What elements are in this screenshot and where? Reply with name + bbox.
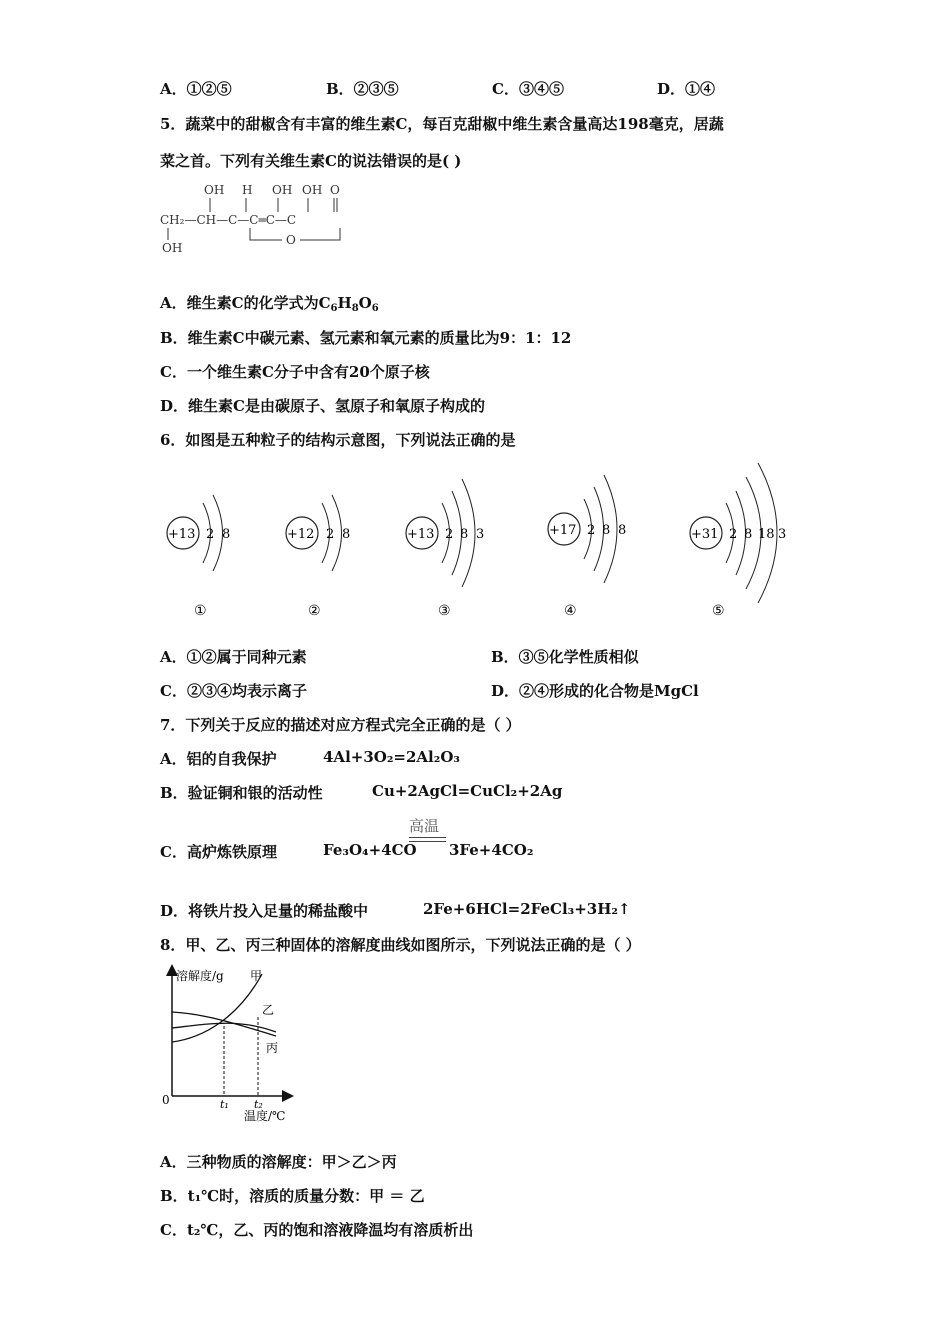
q4-option-b: B．②③⑤: [326, 80, 399, 98]
particle-1-shell-2: 8: [222, 527, 231, 542]
particle-4: [548, 475, 626, 619]
graph-origin: 0: [162, 1093, 170, 1107]
q7-a-equation: 4Al+3O₂=2Al₂O₃: [323, 748, 460, 766]
particle-4-shell-3: 8: [618, 523, 627, 538]
q4-option-c: C．③④⑤: [492, 80, 564, 98]
particle-2-nucleus: +12: [287, 527, 315, 542]
q7-d-label: D．将铁片投入足量的稀盐酸中: [160, 902, 369, 920]
q5-option-a-text: A．维生素C的化学式为C: [160, 294, 331, 312]
label-jia: 甲: [250, 969, 263, 983]
particle-1-nucleus: +13: [168, 527, 196, 542]
particle-5-shell-2: 8: [744, 527, 753, 542]
struct-chain: CH₂—CH—C—C═C—C: [160, 213, 297, 227]
q7-b-label: B．验证铜和银的活动性: [160, 784, 323, 802]
graph-ylabel: 溶解度/g: [176, 969, 224, 983]
struct-o: O: [330, 183, 340, 197]
particle-1-label: ①: [194, 603, 207, 619]
particle-5: [690, 463, 786, 619]
q7-c-right: 3Fe+4CO₂: [449, 841, 534, 859]
q6-option-c: C．②③④均表示离子: [160, 682, 307, 700]
q7-c-left: Fe₃O₄+4CO: [323, 841, 417, 859]
graph-t1: t₁: [220, 1098, 229, 1111]
q7-c-condition: 高温: [409, 817, 440, 835]
particle-3-shell-2: 8: [460, 527, 469, 542]
struct-ring-o: O: [286, 233, 296, 247]
q7-c-equal-top: [409, 837, 446, 838]
particle-3-nucleus: +13: [407, 527, 435, 542]
q5-sub-h: 8: [351, 303, 359, 314]
q7-c-equal-bottom: [409, 841, 446, 842]
struct-h: H: [242, 183, 253, 197]
q5-stem-line1: 5．蔬菜中的甜椒含有丰富的维生素C，每百克甜椒中维生素含量高达198毫克，居蔬: [160, 115, 724, 133]
struct-bottom-oh: OH: [162, 241, 183, 255]
q7-d-equation: 2Fe+6HCl=2FeCl₃+3H₂↑: [423, 900, 631, 918]
q5-option-b: B．维生素C中碳元素、氢元素和氧元素的质量比为9：1：12: [160, 329, 572, 347]
q7-b-equation: Cu+2AgCl=CuCl₂+2Ag: [372, 782, 563, 800]
q7-stem: 7．下列关于反应的描述对应方程式完全正确的是（ ）: [160, 716, 521, 734]
struct-oh-3: OH: [302, 183, 323, 197]
q4-option-a: A．①②⑤: [160, 80, 232, 98]
q6-option-b: B．③⑤化学性质相似: [491, 648, 639, 666]
struct-oh-2: OH: [272, 183, 293, 197]
particle-5-label: ⑤: [712, 603, 725, 619]
particle-3: [406, 479, 484, 619]
particle-4-label: ④: [564, 603, 577, 619]
q8-option-b: B．t₁℃时，溶质的质量分数：甲 ＝ 乙: [160, 1187, 425, 1205]
q5-sub-c: 6: [330, 303, 338, 314]
q7-a-label: A．铝的自我保护: [160, 750, 277, 768]
q8-option-a: A．三种物质的溶解度：甲＞乙＞丙: [160, 1153, 397, 1171]
q6-option-a: A．①②属于同种元素: [160, 648, 307, 666]
particle-2-label: ②: [308, 603, 321, 619]
q6-option-d: D．②④形成的化合物是MgCl: [491, 682, 699, 700]
particle-3-shell-3: 3: [476, 527, 485, 542]
curve-jia: [172, 974, 262, 1042]
q5-option-d: D．维生素C是由碳原子、氢原子和氧原子构成的: [160, 397, 485, 415]
q5-option-a: A．维生素C的化学式为$C_6H_8O_6$: [160, 294, 379, 314]
q5-stem-line2: 菜之首。下列有关维生素C的说法错误的是( ): [160, 152, 462, 170]
q5-option-c: C．一个维生素C分子中含有20个原子核: [160, 363, 430, 381]
solubility-graph: [158, 962, 298, 1127]
particle-1: [167, 495, 230, 619]
graph-xlabel: 温度/℃: [244, 1109, 286, 1123]
vitamin-c-structure: [158, 180, 358, 260]
particle-3-label: ③: [438, 603, 451, 619]
label-bing: 丙: [266, 1041, 279, 1055]
particle-4-shell-1: 2: [587, 523, 596, 538]
q8-stem: 8．甲、乙、丙三种固体的溶解度曲线如图所示，下列说法正确的是（ ）: [160, 936, 641, 954]
q6-stem: 6．如图是五种粒子的结构示意图，下列说法正确的是: [160, 431, 516, 449]
particle-5-shell-4: 3: [778, 527, 787, 542]
label-yi: 乙: [262, 1003, 275, 1017]
particle-2: [286, 495, 350, 619]
particle-4-shell-2: 8: [602, 523, 611, 538]
particle-2-shell-2: 8: [342, 527, 351, 542]
particle-5-shell-3: 18: [758, 527, 775, 542]
particle-5-nucleus: +31: [691, 527, 719, 542]
struct-oh-1: OH: [204, 183, 225, 197]
q8-option-c: C．t₂℃，乙、丙的饱和溶液降温均有溶质析出: [160, 1221, 474, 1239]
particle-5-shell-1: 2: [729, 527, 738, 542]
particle-4-nucleus: +17: [549, 523, 577, 538]
q4-option-d: D．①④: [657, 80, 716, 98]
particle-1-shell-1: 2: [206, 527, 215, 542]
particle-3-shell-1: 2: [445, 527, 454, 542]
particle-2-shell-1: 2: [326, 527, 335, 542]
particle-diagrams: [150, 455, 810, 630]
q7-c-label: C．高炉炼铁原理: [160, 843, 277, 861]
q5-sub-o: 6: [371, 303, 379, 314]
graph-t2: t₂: [254, 1098, 263, 1111]
